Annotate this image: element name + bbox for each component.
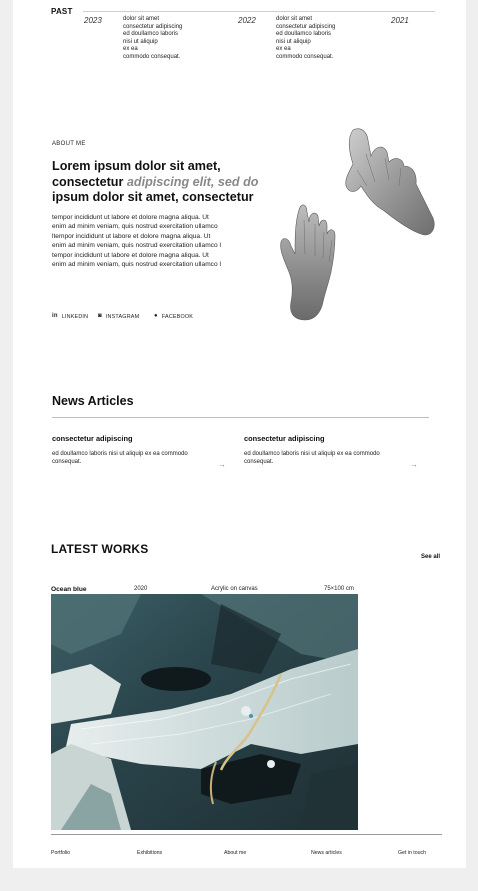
linkedin-icon: in bbox=[52, 313, 58, 319]
footer-link-portfolio[interactable]: Portfolio bbox=[51, 850, 71, 856]
instagram-link[interactable] bbox=[98, 313, 139, 320]
linkedin-label: LINKEDIN bbox=[61, 313, 89, 320]
linkedin-link[interactable] bbox=[52, 313, 88, 320]
past-year: 2023 bbox=[84, 16, 102, 25]
past-divider bbox=[83, 11, 435, 12]
facebook-label: FACEBOOK bbox=[161, 313, 194, 320]
footer-link-contact[interactable]: Get in touch bbox=[398, 850, 426, 856]
instagram-icon: ◙ bbox=[98, 313, 102, 319]
article-excerpt: ed doullamco laboris nisi ut aliquip ex ea commodo consequat. bbox=[52, 451, 188, 465]
past-heading: PAST bbox=[51, 7, 73, 16]
work-size: 75×100 cm bbox=[324, 586, 354, 592]
hands-image bbox=[271, 122, 441, 328]
headline-emphasis: adipiscing elit, sed do bbox=[126, 174, 259, 189]
headline-part: Lorem ipsum dolor sit amet, consectetur bbox=[52, 159, 221, 189]
upper-hand bbox=[346, 129, 435, 235]
arrow-right-icon[interactable]: → bbox=[410, 460, 418, 469]
footer-link-news[interactable]: News articles bbox=[311, 850, 342, 856]
facebook-icon: ● bbox=[154, 313, 158, 319]
news-divider bbox=[52, 417, 429, 418]
footer-link-exhibitions[interactable]: Exhibitions bbox=[137, 850, 163, 856]
past-year: 2021 bbox=[391, 16, 409, 25]
work-title: Ocean blue bbox=[51, 586, 87, 593]
works-heading: LATEST WORKS bbox=[51, 542, 149, 556]
headline-part: ipsum dolor sit amet, consectetur bbox=[52, 190, 254, 205]
facebook-link[interactable] bbox=[154, 313, 193, 320]
see-all-link[interactable]: See all bbox=[421, 554, 441, 560]
article-title: consectetur adipiscing bbox=[52, 434, 133, 443]
about-label: ABOUT ME bbox=[52, 141, 86, 147]
past-entry-text: dolor sit amet consectetur adipiscing ed doullamco laboris nisi ut aliquip ex ea commodo consequat. bbox=[123, 16, 183, 60]
article-excerpt: ed doullamco laboris nisi ut aliquip ex ea commodo consequat. bbox=[244, 451, 380, 465]
footer-divider bbox=[51, 834, 442, 835]
article-card[interactable] bbox=[244, 434, 429, 466]
past-entry-text: dolor sit amet consectetur adipiscing ed doullamco laboris nisi ut aliquip ex ea commodo consequat. bbox=[276, 16, 336, 60]
about-headline bbox=[52, 159, 282, 206]
work-year: 2020 bbox=[134, 586, 148, 592]
lower-hand bbox=[281, 205, 335, 320]
footer-link-about[interactable]: About me bbox=[224, 850, 247, 856]
page bbox=[13, 0, 466, 868]
arrow-right-icon[interactable]: → bbox=[218, 460, 226, 469]
past-year: 2022 bbox=[238, 16, 256, 25]
news-heading: News Articles bbox=[52, 394, 134, 408]
article-card[interactable] bbox=[52, 434, 237, 466]
instagram-label: INSTAGRAM bbox=[105, 313, 140, 320]
article-title: consectetur adipiscing bbox=[244, 434, 325, 443]
artwork-image[interactable] bbox=[51, 594, 358, 830]
about-body: tempor incididunt ut labore et dolore magna aliqua. Ut enim ad minim veniam, quis nostrud exercitation ullamco ltempor incididunt ut labore et dolore magna aliqua. Ut enim ad minim veniam, quis nostrud exercitation ullamco l tempor incididunt ut labore et dolore magna aliqua. Ut enim ad minim veniam, quis nostrud exercitation ullamco l bbox=[52, 214, 221, 269]
work-medium: Acrylic on canvas bbox=[211, 586, 258, 592]
